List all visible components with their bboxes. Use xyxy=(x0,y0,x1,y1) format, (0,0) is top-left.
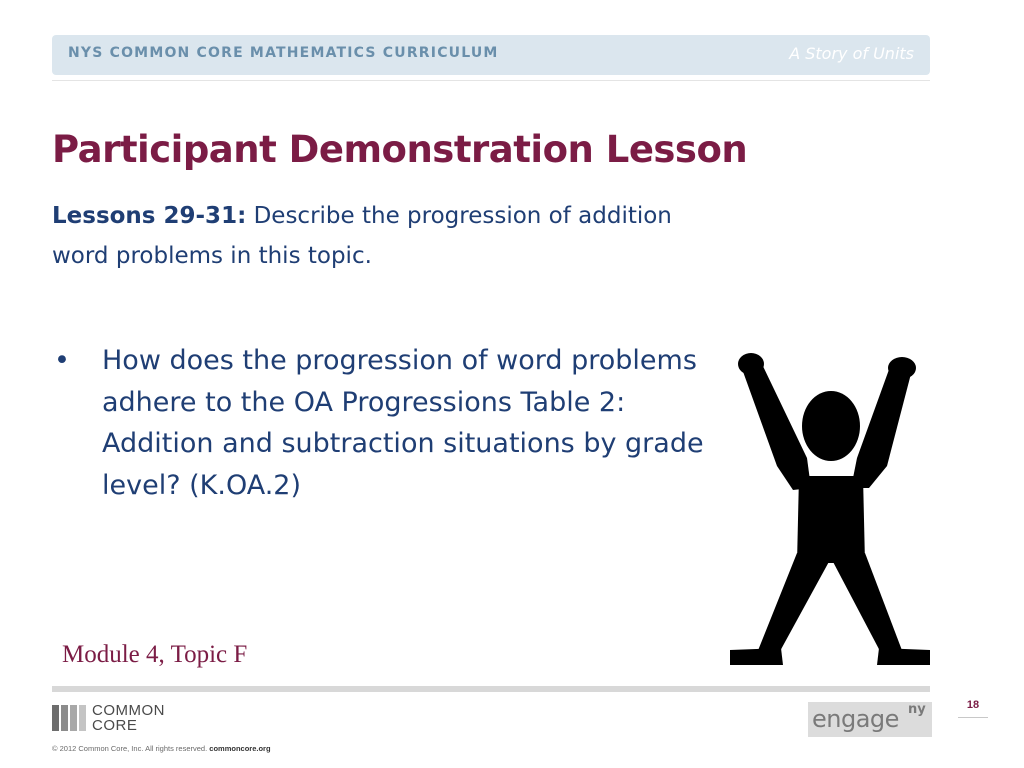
subtitle-text: Describe the progression of addition word problems in this topic. xyxy=(52,203,672,269)
bullet-item xyxy=(54,340,704,506)
series-name: A Story of Units xyxy=(789,44,914,63)
bullet-marker: • xyxy=(54,345,70,376)
slide-subtitle xyxy=(52,196,672,276)
module-topic-label: Module 4, Topic F xyxy=(62,641,248,668)
subtitle-lead: Lessons 29-31: xyxy=(52,203,247,229)
logo-line-2: CORE xyxy=(92,717,138,734)
copyright-text: © 2012 Common Core, Inc. All rights reserved. xyxy=(52,744,208,753)
page-number: 18 xyxy=(966,699,980,711)
slide-title: Participant Demonstration Lesson xyxy=(52,128,748,171)
engage-text: engage xyxy=(812,705,899,733)
bullet-text: How does the progression of word problems adhere to the OA Progressions Table 2: Addition and subtraction situations by grade level? (K.OA.2) xyxy=(102,345,704,501)
logo-line-1: COMMON xyxy=(92,702,165,719)
engage-superscript: ny xyxy=(908,702,926,717)
footer-divider xyxy=(52,686,930,692)
common-core-logo-icon xyxy=(52,703,92,733)
page-number-underline xyxy=(958,717,988,718)
site-link[interactable]: commoncore.org xyxy=(209,744,271,753)
curriculum-name: NYS COMMON CORE MATHEMATICS CURRICULUM xyxy=(68,45,499,61)
person-arms-raised-icon xyxy=(727,348,933,668)
header-divider xyxy=(52,80,930,81)
curriculum-header xyxy=(52,35,930,75)
copyright-notice xyxy=(52,744,271,753)
engage-ny-logo xyxy=(808,702,932,737)
common-core-logo-text xyxy=(92,703,165,733)
